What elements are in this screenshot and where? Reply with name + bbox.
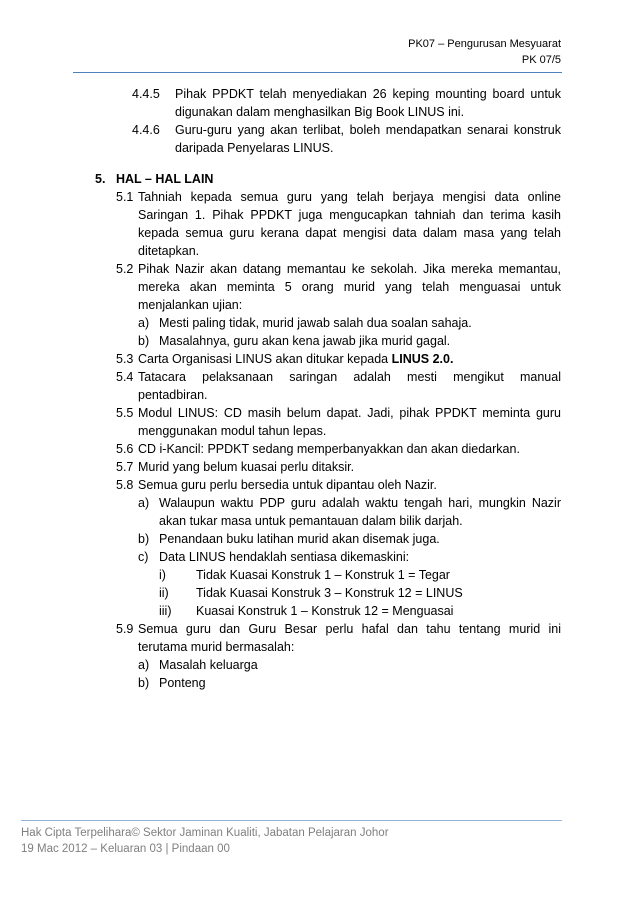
footer-issue: 19 Mac 2012 – Keluaran 03 | Pindaan 00	[21, 843, 230, 855]
item-number: 5.3	[116, 352, 134, 366]
item-text: ditetapkan.	[138, 244, 200, 258]
sub-item-label: b)	[138, 676, 150, 690]
sub-item-text: Data LINUS hendaklah sentiasa dikemaskini:	[159, 550, 410, 564]
sub-item-text: akan tukar masa untuk pemantauan dalam bilik darjah.	[159, 514, 463, 528]
sub-sub-item-text: Tidak Kuasai Konstruk 3 – Konstruk 12 = LINUS	[196, 586, 463, 600]
sub-sub-item-text: Tidak Kuasai Konstruk 1 – Konstruk 1 = Tegar	[196, 568, 450, 582]
section-title: HAL – HAL LAIN	[116, 172, 214, 186]
item-number: 5.2	[116, 262, 134, 276]
sub-item-text: Masalahnya, guru akan kena jawab jika murid gagal.	[159, 334, 451, 348]
sub-item-label: a)	[138, 496, 150, 510]
sub-item-text: Ponteng	[159, 676, 206, 690]
header-code: PK 07/5	[521, 54, 561, 66]
item-text: Murid yang belum kuasai perlu ditaksir.	[138, 460, 355, 474]
sub-item-label: b)	[138, 532, 150, 546]
item-number: 5.6	[116, 442, 134, 456]
item-text: daripada Penyelaras LINUS.	[175, 141, 334, 155]
sub-item-label: b)	[138, 334, 150, 348]
item-text-plain: Carta Organisasi LINUS akan ditukar kepada	[138, 352, 392, 366]
sub-sub-item-label: ii)	[159, 586, 169, 600]
item-text: Semua guru perlu bersedia untuk dipantau oleh Nazir.	[138, 478, 437, 492]
item-text: Pihak Nazir akan datang memantau ke sekolah. Jika mereka memantau,	[138, 262, 561, 276]
sub-item-text: Walaupun waktu PDP guru adalah waktu tengah hari, mungkin Nazir	[159, 496, 561, 510]
item-text	[138, 350, 453, 368]
footer-rule	[21, 820, 562, 821]
sub-sub-item-label: i)	[159, 568, 166, 582]
sub-item-text: Masalah keluarga	[159, 658, 258, 672]
sub-item-text: Mesti paling tidak, murid jawab salah dua soalan sahaja.	[159, 316, 472, 330]
sub-sub-item-text: Kuasai Konstruk 1 – Konstruk 12 = Menguasai	[196, 604, 454, 618]
item-number: 5.4	[116, 370, 134, 384]
item-number: 4.4.5	[132, 87, 160, 101]
sub-item-text: Penandaan buku latihan murid akan disemak juga.	[159, 532, 440, 546]
item-text: Tahniah kepada semua guru yang telah berjaya mengisi data online	[138, 190, 561, 204]
item-number: 5.7	[116, 460, 134, 474]
item-text: digunakan dalam menghasilkan Big Book LINUS ini.	[175, 105, 465, 119]
item-text: mereka akan meminta 5 orang murid yang telah menguasai untuk	[138, 280, 561, 294]
item-text: menjalankan ujian:	[138, 298, 243, 312]
item-number: 5.1	[116, 190, 134, 204]
item-text: Tatacara pelaksanaan saringan adalah mesti mengikut manual	[138, 370, 561, 384]
sub-sub-item-label: iii)	[159, 604, 172, 618]
sub-item-label: a)	[138, 316, 150, 330]
item-text: Modul LINUS: CD masih belum dapat. Jadi, pihak PPDKT meminta guru	[138, 406, 561, 420]
item-text: terutama murid bermasalah:	[138, 640, 295, 654]
item-number: 5.9	[116, 622, 134, 636]
item-number: 5.5	[116, 406, 134, 420]
section-number: 5.	[95, 172, 106, 186]
item-number: 5.8	[116, 478, 134, 492]
item-text: Guru-guru yang akan terlibat, boleh mendapatkan senarai konstruk	[175, 123, 561, 137]
sub-item-label: a)	[138, 658, 150, 672]
item-text: CD i-Kancil: PPDKT sedang memperbanyakkan dan akan diedarkan.	[138, 442, 520, 456]
item-number: 4.4.6	[132, 123, 160, 137]
item-text: Pihak PPDKT telah menyediakan 26 keping mounting board untuk	[175, 87, 561, 101]
header-title: PK07 – Pengurusan Mesyuarat	[408, 38, 561, 50]
header-rule	[73, 72, 562, 73]
item-text: pentadbiran.	[138, 388, 208, 402]
item-text: menggunakan modul tahun lepas.	[138, 424, 327, 438]
footer-copyright: Hak Cipta Terpelihara© Sektor Jaminan Kualiti, Jabatan Pelajaran Johor	[21, 827, 389, 839]
item-text-bold: LINUS 2.0.	[391, 352, 454, 366]
item-text: Semua guru dan Guru Besar perlu hafal dan tahu tentang murid ini	[138, 622, 561, 636]
sub-item-label: c)	[138, 550, 149, 564]
item-text: Saringan 1. Pihak PPDKT juga mengucapkan tahniah dan terima kasih	[138, 208, 561, 222]
item-text: kepada semua guru kerana dapat mengisi data dalam masa yang telah	[138, 226, 561, 240]
